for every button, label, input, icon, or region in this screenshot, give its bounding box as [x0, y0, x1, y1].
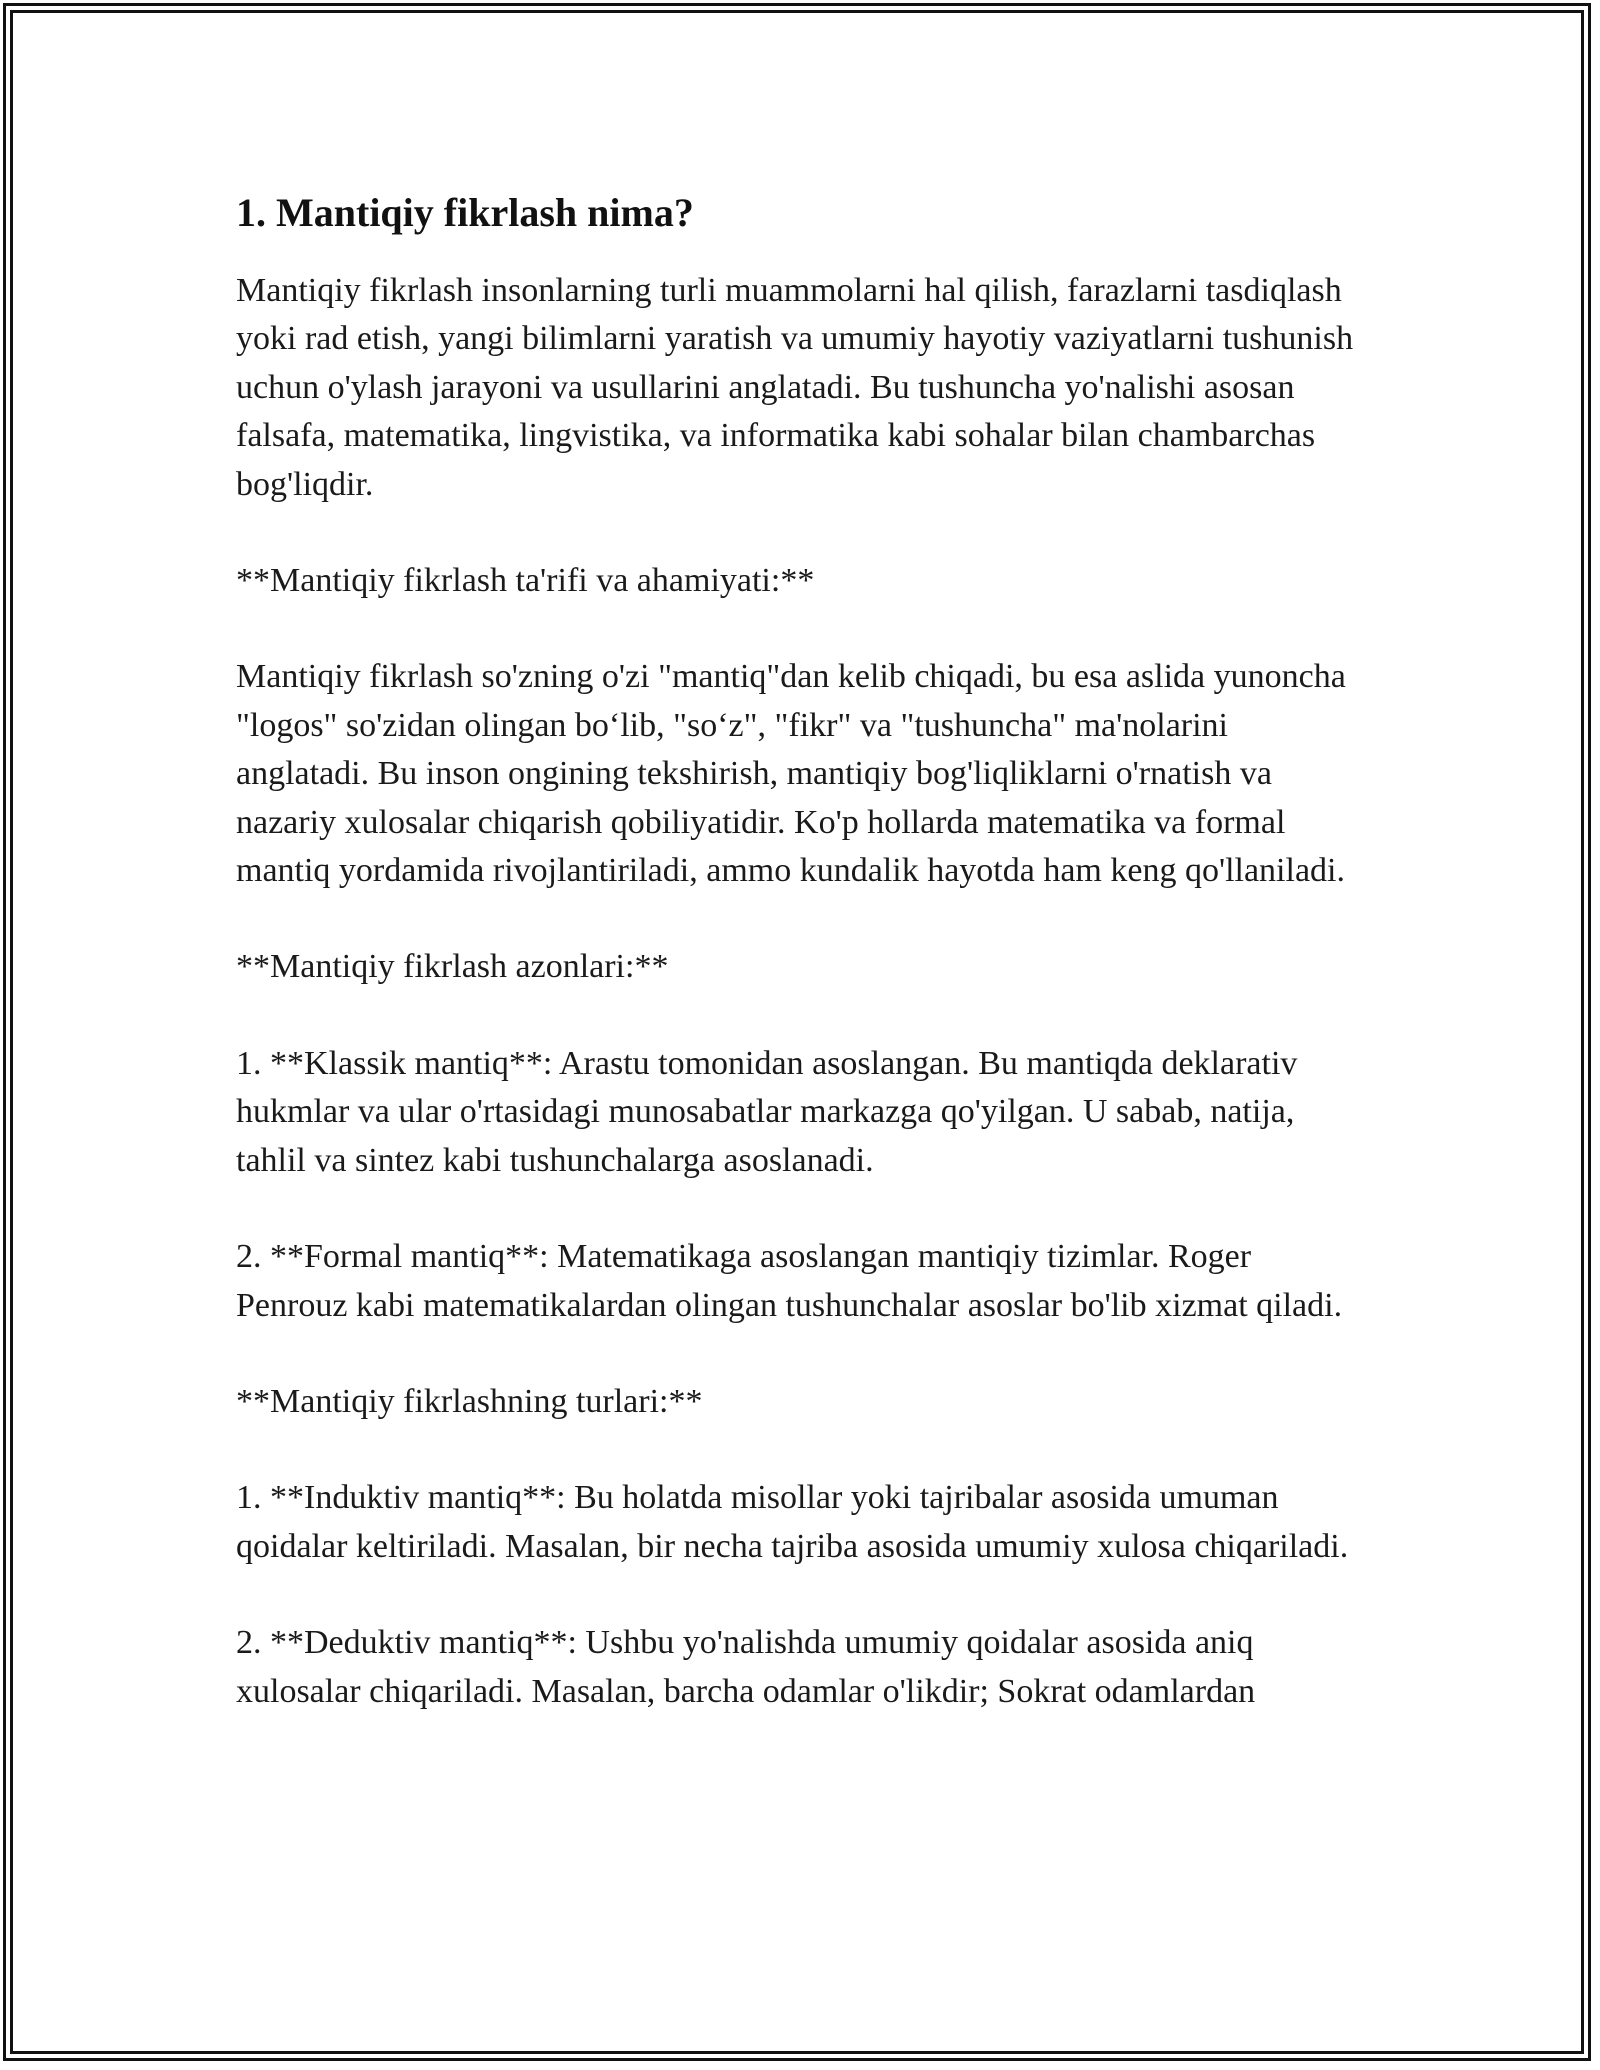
- paragraph-intro: Mantiqiy fikrlash insonlarning turli muammolarni hal qilish, farazlarni tasdiqlash yoki rad etish, yangi bilimlarni yaratish va umumiy hayotiy vaziyatlarni tushunish uchun o'ylash jarayoni va usullarini anglatadi. Bu tushuncha yo'nalishi asosan falsafa, matematika, lingvistika, va informatika kabi sohalar bilan chambarchas bog'liqdir.: [236, 272, 1354, 503]
- list-item-classic-logic: 1. **Klassik mantiq**: Arastu tomonidan asoslangan. Bu mantiqda deklarativ hukmlar va ular o'rtasidagi munosabatlar markazga qo'yilgan. U sabab, natija, tahlil va sintez kabi tushunchalarga asoslanadi.: [236, 1044, 1298, 1179]
- document-body: [236, 185, 1366, 1764]
- heading-types: **Mantiqiy fikrlashning turlari:**: [236, 1382, 703, 1420]
- list-item-deductive-logic: 2. **Deduktiv mantiq**: Ushbu yo'nalishda umumiy qoidalar asosida aniq xulosalar chiqariladi. Masalan, barcha odamlar o'likdir; Sokrat odamlardan: [236, 1624, 1256, 1710]
- list-item-formal-logic: 2. **Formal mantiq**: Matematikaga asoslangan mantiqiy tizimlar. Roger Penrouz kabi matematikalardan olingan tushunchalar asoslar bo'lib xizmat qiladi.: [236, 1238, 1343, 1324]
- document-title: 1. Mantiqiy fikrlash nima?: [236, 190, 694, 235]
- heading-definition: **Mantiqiy fikrlash ta'rifi va ahamiyati:**: [236, 562, 815, 600]
- heading-foundations: **Mantiqiy fikrlash azonlari:**: [236, 948, 669, 986]
- paragraph-definition: Mantiqiy fikrlash so'zning o'zi "mantiq"dan kelib chiqadi, bu esa aslida yunoncha "logos" so'zidan olingan bo‘lib, "so‘z", "fikr" va "tushuncha" ma'nolarini anglatadi. Bu inson ongining tekshirish, mantiqiy bog'liqliklarni o'rnatish va nazariy xulosalar chiqarish qobiliyatidir. Ko'p hollarda matematika va formal mantiq yordamida rivojlantiriladi, ammo kundalik hayotda ham keng qo'llaniladi.: [236, 658, 1346, 890]
- list-item-inductive-logic: 1. **Induktiv mantiq**: Bu holatda misollar yoki tajribalar asosida umuman qoidalar keltiriladi. Masalan, bir necha tajriba asosida umumiy xulosa chiqariladi.: [236, 1479, 1349, 1565]
